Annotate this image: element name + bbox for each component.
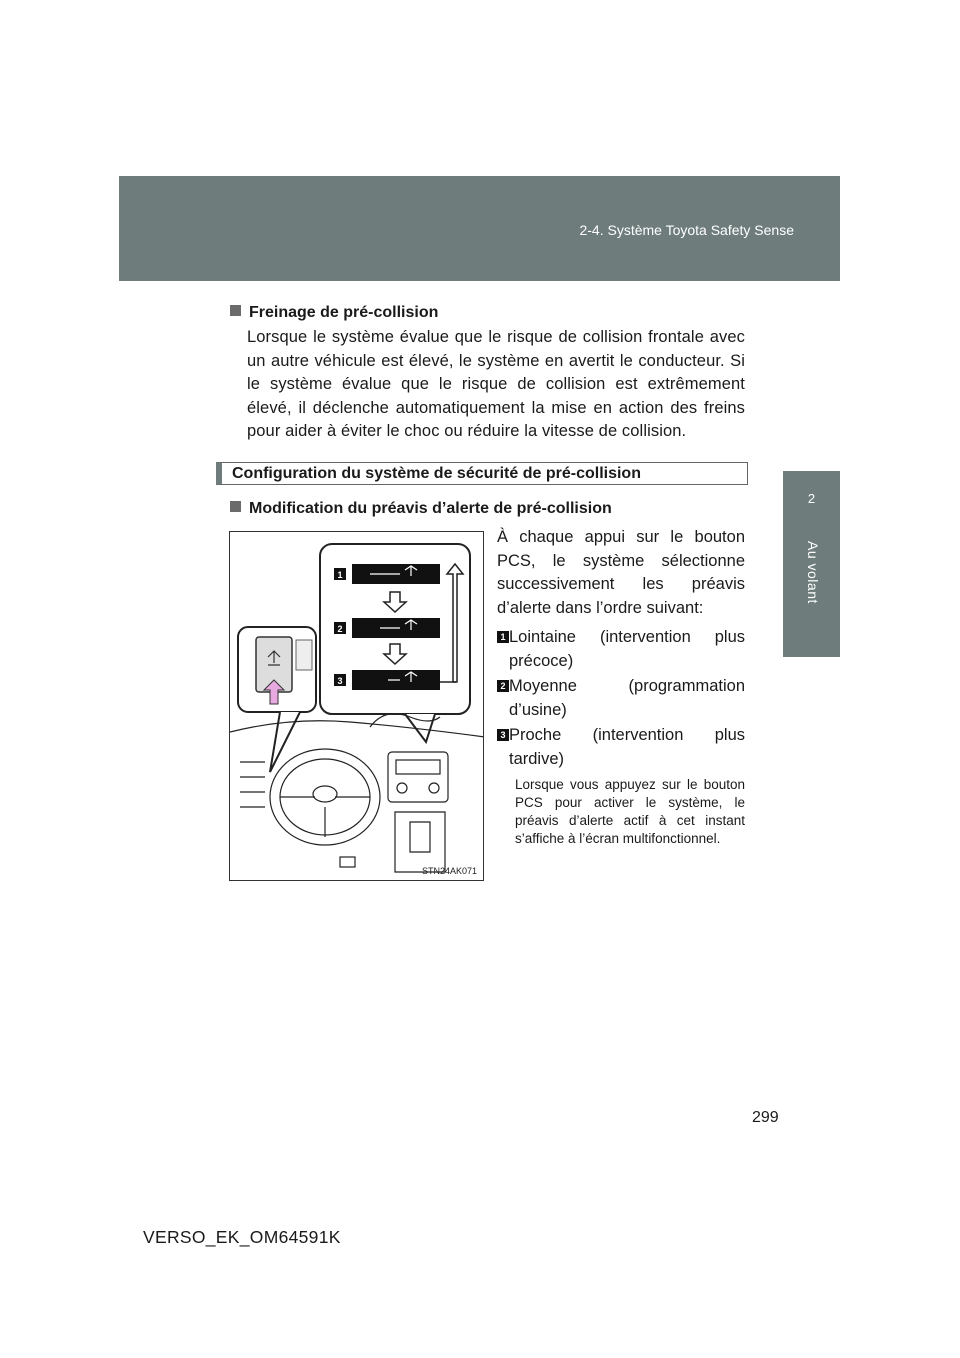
label-1-text: 1 (337, 570, 343, 580)
list-item (497, 626, 745, 673)
figure-code: STN24AK071 (421, 866, 477, 876)
side-tab-spacer (783, 281, 840, 471)
section-title: 2-4. Système Toyota Safety Sense (579, 222, 794, 238)
braking-heading-text: Freinage de pré-collision (249, 304, 439, 321)
label-2-text: 2 (337, 624, 343, 634)
header-band (119, 176, 840, 281)
item-number-badge: 1 (497, 631, 509, 643)
alert-timing-list (497, 626, 745, 773)
item-text: Moyenne (programmation d’usine) (509, 677, 745, 719)
chapter-number: 2 (807, 491, 816, 506)
dashboard-lines (230, 714, 484, 872)
braking-body: Lorsque le système évalue que le risque de collision frontale avec un autre véhicule est élevé, le système en avertit le conducteur. Si le système évalue que le risque de collision est extrêmement élevé, il déclenche automatiquement la mise en action des freins pour aider à éviter le choc ou réduire la vitesse de collision. (247, 328, 745, 440)
item-number-badge: 2 (497, 680, 509, 692)
label-3-text: 3 (337, 676, 343, 686)
item-number-badge: 3 (497, 729, 509, 741)
item-text: Lointaine (intervention plus précoce) (509, 628, 745, 670)
chapter-tab (783, 471, 840, 657)
alert-setting-bars (352, 564, 440, 690)
braking-heading (230, 304, 438, 322)
page-number: 299 (752, 1109, 779, 1126)
item-text: Proche (intervention plus tardive) (509, 726, 745, 768)
alert-timing-heading (230, 500, 612, 518)
document-code: VERSO_EK_OM64591K (143, 1227, 341, 1247)
alert-timing-heading-text: Modification du préavis d’alerte de pré-collision (249, 500, 612, 517)
dashboard-illustration (230, 532, 484, 881)
alert-timing-intro: À chaque appui sur le bouton PCS, le système sélectionne successivement les préavis d’alerte dans l’ordre suivant: (497, 528, 745, 617)
pcs-illustration (229, 531, 484, 881)
list-item (497, 724, 745, 771)
square-bullet-icon (230, 305, 241, 316)
config-section-bar: Configuration du système de sécurité de pré-collision (216, 462, 748, 485)
alert-timing-note: Lorsque vous appuyez sur le bouton PCS pour activer le système, le préavis d’alerte actif à cet instant s’affiche à l’écran multifonctionnel. (515, 777, 745, 846)
square-bullet-icon (230, 501, 241, 512)
chapter-label: Au volant (805, 541, 821, 604)
list-item (497, 675, 745, 722)
